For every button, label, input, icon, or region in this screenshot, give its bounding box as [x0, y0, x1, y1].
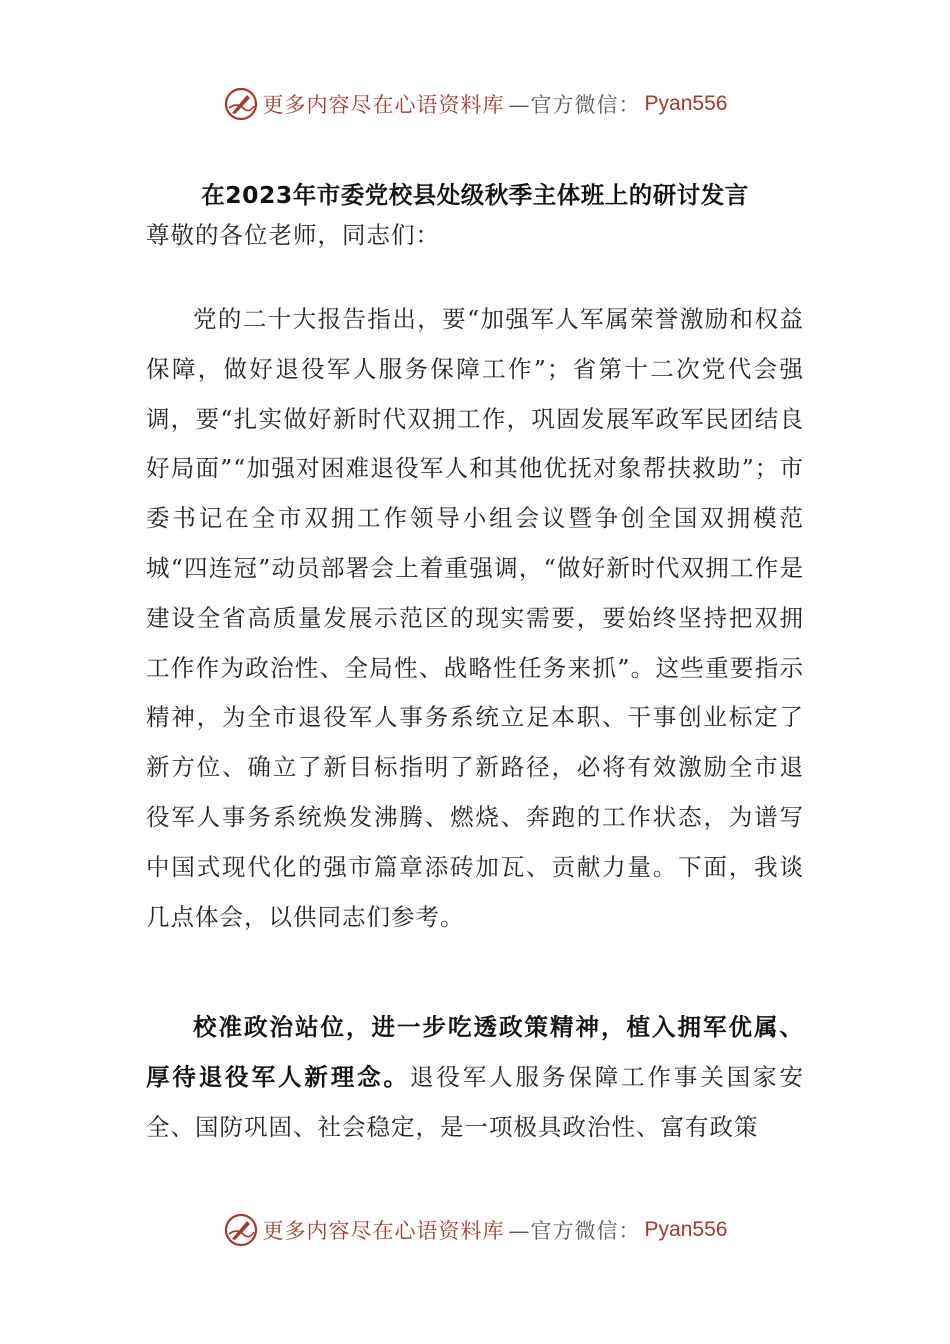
watermark-wechat-id: Pyan556: [644, 1218, 728, 1241]
quill-pen-icon: [223, 1212, 259, 1248]
watermark-wechat-id: Pyan556: [644, 92, 728, 115]
document-title: 在2023年市委党校县处级秋季主体班上的研讨发言: [201, 181, 749, 209]
watermark-wechat-label: —官方微信：: [508, 93, 641, 117]
watermark-site-text: 更多内容尽在心语资料库: [262, 93, 505, 117]
body-paragraph-1: 党的二十大报告指出，要“加强军人军属荣誉激励和权益保障，做好退役军人服务保障工作”；省第十二次党代会强调，要“扎实做好新时代双拥工作，巩固发展军政军民团结良好局面”“加强对困难退役军人和其他优抚对象帮扶救助”；市委书记在全市双拥工作领导小组会议暨争创全国双拥模范城“四连冠”动员部署会上着重强调，“做好新时代双拥工作是建设全省高质量发展示范区的现实需要，要始终坚持把双拥工作作为政治性、全局性、战略性任务来抓”。这些重要指示精神，为全市退役军人事务系统立足本职、干事创业标定了新方位、确立了新目标指明了新路径，必将有效激励全市退役军人事务系统焕发沸腾、燃烧、奔跑的工作状态，为谱写中国式现代化的强市篇章添砖加瓦、贡献力量。下面，我谈几点体会，以供同志们参考。: [146, 305, 804, 931]
header-watermark: [0, 84, 950, 124]
salutation: 尊敬的各位老师，同志们：: [146, 221, 440, 249]
section-body-text: 退役军人服务保障工作事关国家安全、国防巩固、社会稳定，是一项极具政治性、富有政策: [146, 1062, 805, 1141]
body-paragraph-2: [146, 1003, 804, 1152]
section-heading-lead: 校准政治站位，进一步吃透政策精神，植入拥军优属、厚待退役军人新理念。: [146, 1013, 804, 1091]
watermark-site-text: 更多内容尽在心语资料库: [262, 1219, 505, 1243]
quill-pen-icon: [223, 86, 259, 122]
footer-watermark: [0, 1210, 950, 1250]
watermark-wechat-label: —官方微信：: [508, 1219, 641, 1243]
